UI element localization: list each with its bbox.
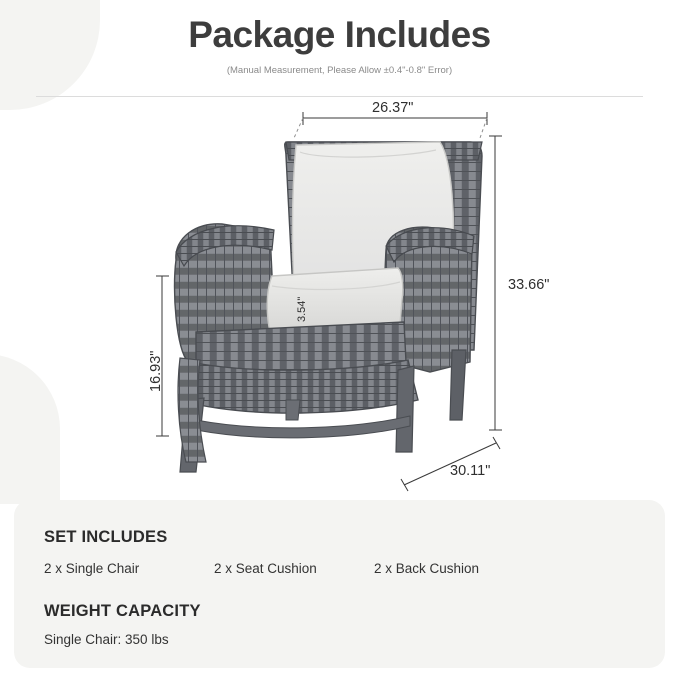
weight-capacity-value: Single Chair: 350 lbs [44, 632, 169, 647]
dimension-label-seat-height: 16.93" [148, 350, 164, 392]
weight-capacity-heading: WEIGHT CAPACITY [44, 602, 201, 620]
page-title: Package Includes [188, 14, 491, 55]
list-item: 2 x Seat Cushion [214, 561, 317, 576]
set-includes-heading: SET INCLUDES [44, 528, 168, 546]
dimension-label-cushion-thickness: 3.54" [296, 296, 308, 322]
chair-diagram-svg [0, 100, 679, 495]
info-panel [14, 500, 665, 668]
dimension-label-height: 33.66" [508, 277, 550, 293]
set-includes-list [44, 561, 635, 576]
list-item: 2 x Single Chair [44, 561, 140, 576]
measurement-disclaimer: (Manual Measurement, Please Allow ±0.4"-0.8" Error) [226, 65, 453, 76]
chair-illustration [0, 100, 679, 495]
header [0, 0, 679, 76]
list-item: 2 x Back Cushion [374, 561, 480, 576]
header-divider [36, 96, 643, 97]
dimension-label-depth: 30.11" [450, 463, 491, 479]
dimension-label-width: 26.37" [372, 100, 414, 116]
